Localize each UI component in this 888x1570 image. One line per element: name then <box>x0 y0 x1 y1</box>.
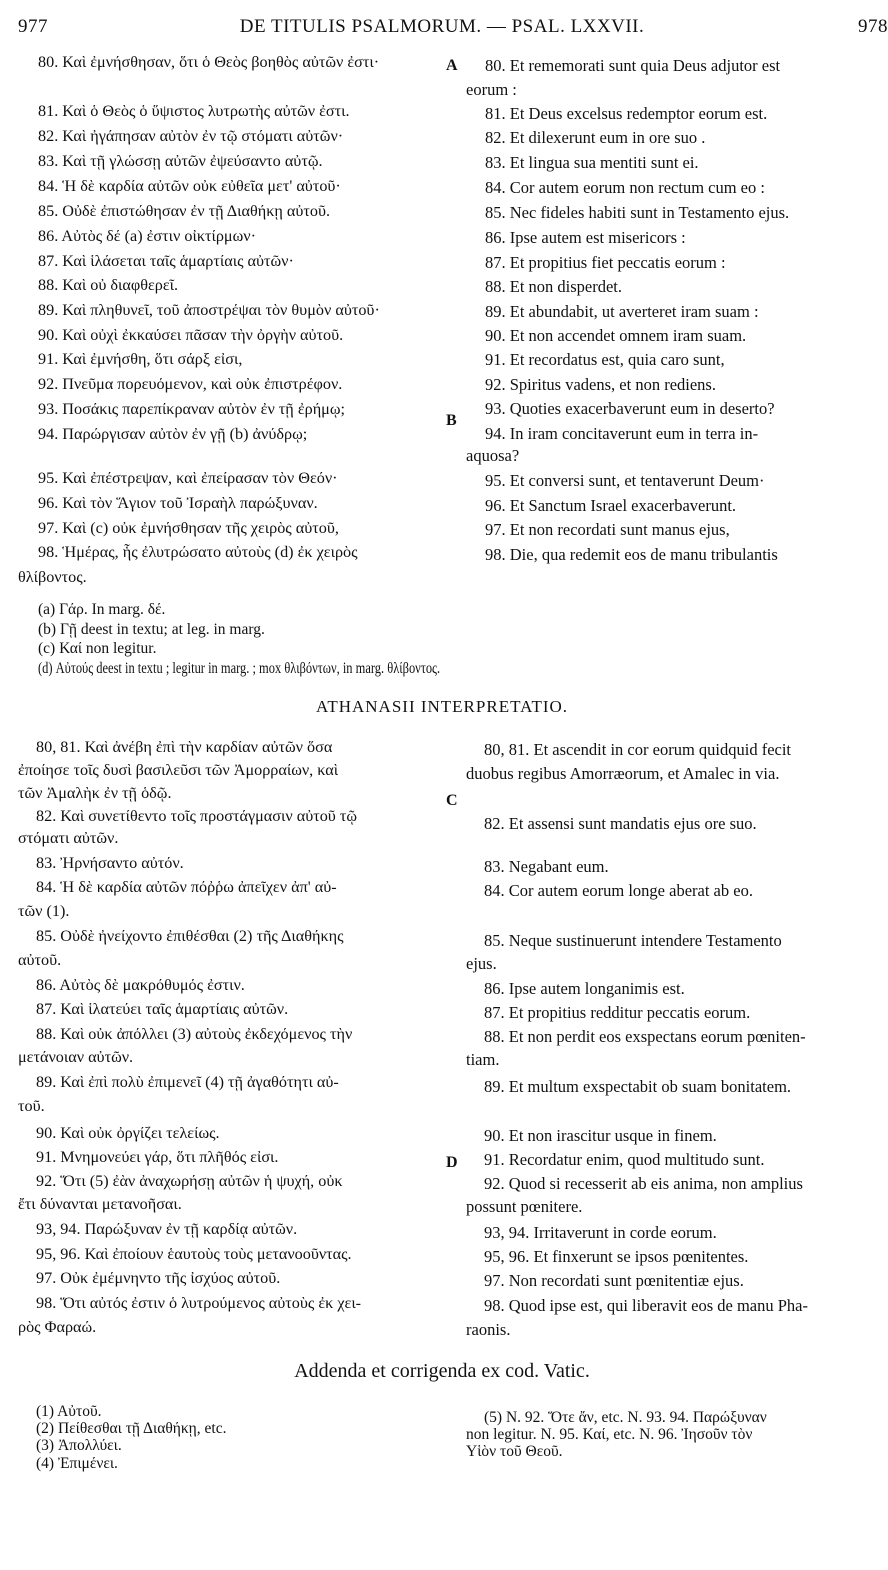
latin-verse: 97. Et non recordati sunt manus ejus, <box>485 520 730 539</box>
greek-verse: τῶν Ἀμαλὴκ ἐν τῇ ὁδῷ. <box>18 784 172 802</box>
greek-verse: 92. Ὅτι (5) ἐὰν ἀναχωρήσῃ αὐτῶν ἡ ψυχή, οὐκ <box>36 1172 343 1190</box>
greek-verse: 91. Καὶ ἐμνήσθη, ὅτι σάρξ εἰσι, <box>38 350 243 368</box>
greek-verse: 95, 96. Καὶ ἐποίουν ἑαυτοὺς τοὺς μετανοοῦντας. <box>36 1245 352 1263</box>
latin-verse: 97. Non recordati sunt pœnitentiæ ejus. <box>484 1271 744 1290</box>
addenda-note: (3) Ἀπολλύει. <box>36 1437 122 1454</box>
latin-verse: 95. Et conversi sunt, et tentaverunt Deum· <box>485 471 765 490</box>
latin-verse: 87. Et propitius redditur peccatis eorum. <box>484 1003 751 1022</box>
margin-marker-d: D <box>446 1154 458 1171</box>
latin-verse: 96. Et Sanctum Israel exacerbaverunt. <box>485 496 737 515</box>
latin-verse: 84. Cor autem eorum non rectum cum eo : <box>485 178 765 197</box>
greek-verse: ἔτι δύνανται μετανοῆσαι. <box>18 1195 182 1213</box>
latin-verse: 90. Et non irascitur usque in finem. <box>484 1126 717 1145</box>
greek-verse: 84. Ἡ δὲ καρδία αὐτῶν οὐκ εὐθεῖα μετ' αὐτοῦ· <box>38 177 341 195</box>
greek-verse: θλίβοντος. <box>18 568 87 586</box>
greek-verse: 88. Καὶ οὐκ ἀπόλλει (3) αὐτοὺς ἐκδεχόμενος τὴν <box>36 1025 353 1043</box>
greek-verse: 82. Καὶ ἠγάπησαν αὐτὸν ἐν τῷ στόματι αὐτῶν· <box>38 127 344 145</box>
latin-verse: 92. Quod si recesserit ab eis anima, non amplius <box>484 1174 803 1193</box>
addenda-note: Υἱὸν τοῦ Θεοῦ. <box>466 1443 563 1460</box>
latin-verse: 86. Ipse autem est misericors : <box>485 228 686 247</box>
latin-verse: 89. Et abundabit, ut averteret iram suam : <box>485 302 759 321</box>
running-title: DE TITULIS PSALMORUM. — PSAL. LXXVII. <box>239 16 645 37</box>
greek-verse: 80. Καὶ ἐμνήσθησαν, ὅτι ὁ Θεὸς βοηθὸς αὐτῶν ἐστι· <box>38 53 380 71</box>
latin-verse: 91. Recordatur enim, quod multitudo sunt. <box>484 1150 765 1169</box>
footnote: (c) Καί non legitur. <box>38 640 157 657</box>
addenda-note: (1) Αὐτοῦ. <box>36 1403 102 1420</box>
addenda-note: (4) Ἐπιμένει. <box>36 1455 118 1472</box>
greek-verse: 85. Οὐδὲ ἐπιστώθησαν ἐν τῇ Διαθήκῃ αὐτοῦ. <box>38 202 331 220</box>
latin-verse: 81. Et Deus excelsus redemptor eorum est. <box>485 104 768 123</box>
greek-verse: 80, 81. Καὶ ἀνέβη ἐπὶ τὴν καρδίαν αὐτῶν ὅσα <box>36 738 333 756</box>
margin-marker-a: A <box>446 57 458 74</box>
greek-verse: τοῦ. <box>18 1097 45 1115</box>
greek-verse: αὐτοῦ. <box>18 951 62 969</box>
greek-verse: 83. Καὶ τῇ γλώσσῃ αὐτῶν ἐψεύσαντο αὐτῷ. <box>38 152 323 170</box>
greek-verse: 89. Καὶ ἐπὶ πολὺ ἐπιμενεῖ (4) τῇ ἀγαθότητι αὐ- <box>36 1073 339 1091</box>
latin-verse: 85. Nec fideles habiti sunt in Testamento ejus. <box>485 203 790 222</box>
greek-verse: ρὸς Φαραώ. <box>18 1318 97 1336</box>
latin-verse: 91. Et recordatus est, quia caro sunt, <box>485 350 725 369</box>
greek-verse: 86. Αὐτὸς δέ (a) ἐστιν οἰκτίρμων· <box>38 227 256 245</box>
greek-verse: 85. Οὐδὲ ἠνείχοντο ἐπιθέσθαι (2) τῆς Διαθήκης <box>36 927 344 945</box>
greek-verse: 90. Καὶ οὐκ ὀργίζει τελείως. <box>36 1124 220 1142</box>
addenda-note: (2) Πείθεσθαι τῇ Διαθήκῃ, etc. <box>36 1420 227 1437</box>
latin-verse: 80, 81. Et ascendit in cor eorum quidquid fecit <box>484 740 792 759</box>
latin-verse: 83. Negabant eum. <box>484 857 609 876</box>
addenda-note: non legitur. N. 95. Καί, etc. N. 96. Ἰησοῦν τὸν <box>466 1426 753 1443</box>
latin-verse: tiam. <box>466 1050 500 1069</box>
greek-verse: 81. Καὶ ὁ Θεὸς ὁ ὕψιστος λυτρωτὴς αὐτῶν ἐστι. <box>38 102 350 120</box>
greek-verse: 93, 94. Παρώξυναν ἐν τῇ καρδίᾳ αὐτῶν. <box>36 1220 298 1238</box>
latin-verse: 87. Et propitius fiet peccatis eorum : <box>485 253 726 272</box>
greek-verse: 83. Ἠρνήσαντο αὐτόν. <box>36 854 184 872</box>
latin-verse: 88. Et non disperdet. <box>485 277 623 296</box>
greek-verse: 89. Καὶ πληθυνεῖ, τοῦ ἀποστρέψαι τὸν θυμὸν αὐτοῦ· <box>38 301 380 319</box>
greek-verse: 90. Καὶ οὐχὶ ἐκκαύσει πᾶσαν τὴν ὀργὴν αὐτοῦ. <box>38 326 344 344</box>
greek-verse: 94. Παρώργισαν αὐτὸν ἐν γῇ (b) ἀνύδρῳ; <box>38 425 308 443</box>
latin-verse: possunt pœnitere. <box>466 1197 583 1216</box>
latin-verse: 95, 96. Et finxerunt se ipsos pœnitentes. <box>484 1247 749 1266</box>
greek-verse: μετάνοιαν αὐτῶν. <box>18 1048 134 1066</box>
latin-verse: 80. Et rememorati sunt quia Deus adjutor est <box>485 56 781 75</box>
latin-verse: raonis. <box>466 1320 511 1339</box>
greek-verse: τῶν (1). <box>18 902 70 920</box>
latin-verse: 93. Quoties exacerbaverunt eum in deserto? <box>485 399 775 418</box>
greek-verse: 96. Καὶ τὸν Ἅγιον τοῦ Ἰσραὴλ παρώξυναν. <box>38 494 318 512</box>
greek-verse: 84. Ἡ δὲ καρδία αὐτῶν πόῤῥω ἀπεῖχεν ἀπ' αὐ- <box>36 878 337 896</box>
greek-verse: στόματι αὐτῶν. <box>18 829 119 847</box>
latin-verse: 94. In iram concitaverunt eum in terra in- <box>485 424 759 443</box>
page-number-right: 978 <box>858 16 888 37</box>
latin-verse: 89. Et multum exspectabit ob suam bonitatem. <box>484 1077 792 1096</box>
margin-marker-c: C <box>446 792 458 809</box>
latin-verse: 85. Neque sustinuerunt intendere Testamento <box>484 931 782 950</box>
latin-verse: 82. Et assensi sunt mandatis ejus ore suo. <box>484 814 757 833</box>
greek-verse: 98. Ὅτι αὐτός ἐστιν ὁ λυτρούμενος αὐτοὺς ἐκ χει- <box>36 1294 362 1312</box>
greek-verse: 97. Οὐκ ἐμέμνηντο τῆς ἰσχύος αὐτοῦ. <box>36 1269 281 1287</box>
greek-verse: 86. Αὐτὸς δὲ μακρόθυμός ἐστιν. <box>36 976 245 994</box>
section-title: ATHANASII INTERPRETATIO. <box>315 697 569 716</box>
page-number-left: 977 <box>18 16 48 37</box>
latin-verse: 83. Et lingua sua mentiti sunt ei. <box>485 153 699 172</box>
footnote: (a) Γάρ. In marg. δέ. <box>38 601 166 618</box>
footnote: (d) Αὐτούς deest in textu ; legitur in marg. ; mox θλιβόντων, in marg. θλίβοντος. <box>38 660 441 677</box>
greek-verse: 97. Καὶ (c) οὐκ ἐμνήσθησαν τῆς χειρὸς αὐτοῦ, <box>38 519 339 537</box>
greek-verse: 98. Ἡμέρας, ἧς ἐλυτρώσατο αὐτοὺς (d) ἐκ χειρὸς <box>38 543 358 561</box>
latin-verse: 93, 94. Irritaverunt in corde eorum. <box>484 1223 717 1242</box>
latin-verse: 90. Et non accendet omnem iram suam. <box>485 326 747 345</box>
greek-verse: 91. Μνημονεύει γάρ, ὅτι πλῆθός εἰσι. <box>36 1148 279 1166</box>
greek-verse: 93. Ποσάκις παρεπίκραναν αὐτὸν ἐν τῇ ἐρήμῳ; <box>38 400 345 418</box>
greek-verse: 88. Καὶ οὐ διαφθερεῖ. <box>38 276 179 294</box>
latin-verse: 92. Spiritus vadens, et non rediens. <box>485 375 716 394</box>
latin-verse: 98. Quod ipse est, qui liberavit eos de manu Pha- <box>484 1296 808 1315</box>
latin-verse: ejus. <box>466 954 497 973</box>
latin-verse: 84. Cor autem eorum longe aberat ab eo. <box>484 881 753 900</box>
latin-verse: 98. Die, qua redemit eos de manu tribulantis <box>485 545 778 564</box>
footnote: (b) Γῇ deest in textu; at leg. in marg. <box>38 621 265 638</box>
addenda-note: (5) N. 92. Ὅτε ἄν, etc. N. 93. 94. Παρώξυναν <box>484 1409 767 1426</box>
greek-verse: 87. Καὶ ἱλατεύει ταῖς ἁμαρτίαις αὐτῶν. <box>36 1000 289 1018</box>
greek-verse: 82. Καὶ συνετίθεντο τοῖς προστάγμασιν αὐτοῦ τῷ <box>36 807 358 825</box>
greek-verse: 92. Πνεῦμα πορευόμενον, καὶ οὐκ ἐπιστρέφον. <box>38 375 343 393</box>
latin-verse: 88. Et non perdit eos exspectans eorum pœniten- <box>484 1027 806 1046</box>
addenda-title: Addenda et corrigenda ex cod. Vatic. <box>294 1360 590 1382</box>
greek-verse: ἐποίησε τοῖς δυσὶ βασιλεῦσι τῶν Ἀμορραίων, καὶ <box>18 761 339 779</box>
margin-marker-b: B <box>446 412 457 429</box>
latin-verse: aquosa? <box>466 446 520 465</box>
greek-verse: 87. Καὶ ἱλάσεται ταῖς ἁμαρτίαις αὐτῶν· <box>38 252 294 270</box>
latin-verse: duobus regibus Amorræorum, et Amalec in via. <box>466 764 780 783</box>
latin-verse: eorum : <box>466 80 517 99</box>
latin-verse: 86. Ipse autem longanimis est. <box>484 979 685 998</box>
latin-verse: 82. Et dilexerunt eum in ore suo . <box>485 128 706 147</box>
greek-verse: 95. Καὶ ἐπέστρεψαν, καὶ ἐπείρασαν τὸν Θεόν· <box>38 469 338 487</box>
